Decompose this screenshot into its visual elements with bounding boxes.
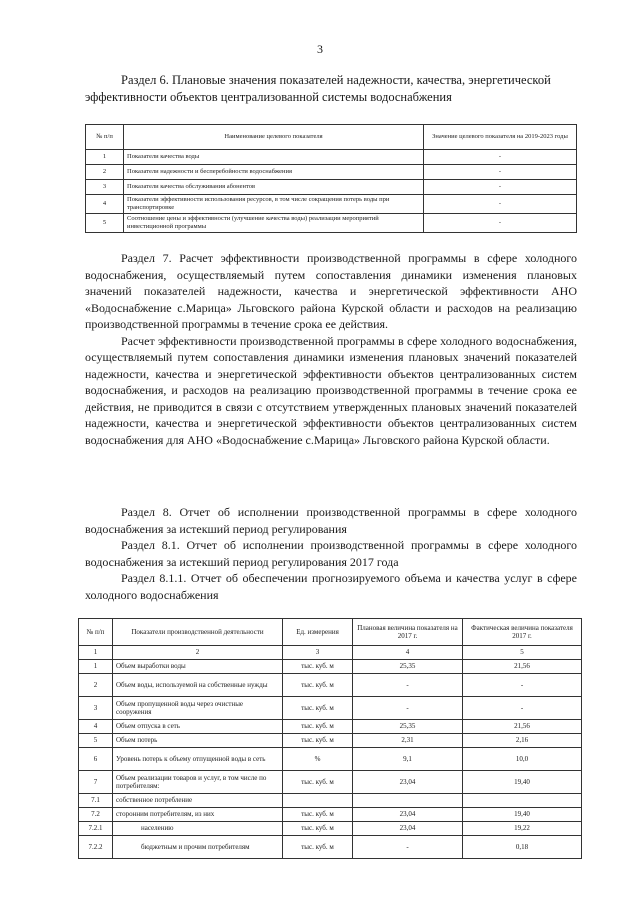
cell-name: Показатели качества обслуживания абонентов xyxy=(124,180,424,195)
cell-plan: 23,04 xyxy=(353,808,463,822)
cell-plan: 25,35 xyxy=(353,720,463,734)
table-row xyxy=(79,794,582,808)
cell-number: 5 xyxy=(86,214,124,233)
cell-unit: тыс. куб. м xyxy=(283,836,353,859)
col-header: № п/п xyxy=(79,619,113,646)
cell-fact: 19,40 xyxy=(463,771,582,794)
cell-name: Объем воды, используемой на собственные нужды xyxy=(113,674,283,697)
col-header: Показатели производственной деятельности xyxy=(113,619,283,646)
col-index: 1 xyxy=(79,646,113,660)
table-row xyxy=(79,748,582,771)
cell-fact: - xyxy=(463,674,582,697)
col-header: Фактическая величина показателя 2017 г. xyxy=(463,619,582,646)
cell-name: Объем потерь xyxy=(113,734,283,748)
cell-fact: 21,56 xyxy=(463,660,582,674)
cell-number: 4 xyxy=(79,720,113,734)
indicators-table xyxy=(85,124,577,233)
page-number: 3 xyxy=(317,42,323,56)
section8-1-heading: Раздел 8.1. Отчет об исполнении производственной программы в сфере холодного водоснабжения за истекший период регулирования 2017 года xyxy=(85,538,577,569)
cell-fact: 21,56 xyxy=(463,720,582,734)
cell-unit: тыс. куб. м xyxy=(283,660,353,674)
table-row xyxy=(79,674,582,697)
col-header: Плановая величина показателя на 2017 г. xyxy=(353,619,463,646)
table-header-row xyxy=(79,619,582,646)
cell-name: собственное потребление xyxy=(113,794,283,808)
cell-value: - xyxy=(424,180,577,195)
cell-plan: 9,1 xyxy=(353,748,463,771)
cell-name: Объем выработки воды xyxy=(113,660,283,674)
cell-plan: 23,04 xyxy=(353,822,463,836)
cell-number: 7 xyxy=(79,771,113,794)
cell-plan: 23,04 xyxy=(353,771,463,794)
col-index: 3 xyxy=(283,646,353,660)
cell-unit: тыс. куб. м xyxy=(283,822,353,836)
cell-number: 2 xyxy=(79,674,113,697)
cell-plan: - xyxy=(353,836,463,859)
table-row xyxy=(79,808,582,822)
table-row xyxy=(79,697,582,720)
col-header: Значение целевого показателя на 2019-2023 годы xyxy=(424,125,577,150)
table-row xyxy=(86,150,577,165)
cell-unit: тыс. куб. м xyxy=(283,697,353,720)
table-row xyxy=(79,771,582,794)
cell-number: 1 xyxy=(86,150,124,165)
cell-number: 4 xyxy=(86,195,124,214)
cell-number: 1 xyxy=(79,660,113,674)
cell-plan: 25,35 xyxy=(353,660,463,674)
col-index: 2 xyxy=(113,646,283,660)
table-row xyxy=(79,822,582,836)
table-row xyxy=(86,214,577,233)
cell-number: 7.2.2 xyxy=(79,836,113,859)
cell-plan xyxy=(353,794,463,808)
cell-fact: 2,16 xyxy=(463,734,582,748)
table-row xyxy=(79,734,582,748)
cell-value: - xyxy=(424,150,577,165)
cell-name: Показатели надежности и бесперебойности водоснабжения xyxy=(124,165,424,180)
cell-name: Соотношение цены и эффективности (улучшение качества воды) реализации мероприятий инвестиционной программы xyxy=(124,214,424,233)
cell-name: Показатели качества воды xyxy=(124,150,424,165)
cell-fact: - xyxy=(463,697,582,720)
cell-name: Показатели эффективности использования ресурсов, в том числе сокращения потерь воды при транспортировке xyxy=(124,195,424,214)
table-row xyxy=(79,836,582,859)
section8-1-1-heading: Раздел 8.1.1. Отчет об обеспечении прогнозируемого объема и качества услуг в сфере холодного водоснабжения xyxy=(85,571,577,602)
report-table-wrap xyxy=(78,618,582,859)
cell-fact: 19,40 xyxy=(463,808,582,822)
cell-plan: - xyxy=(353,674,463,697)
col-header: Ед. измерения xyxy=(283,619,353,646)
cell-unit xyxy=(283,794,353,808)
cell-name: сторонним потребителям, из них xyxy=(113,808,283,822)
cell-fact: 19,22 xyxy=(463,822,582,836)
cell-name: Объем отпуска в сеть xyxy=(113,720,283,734)
cell-number: 5 xyxy=(79,734,113,748)
table-index-row xyxy=(79,646,582,660)
col-header: № п/п xyxy=(86,125,124,150)
cell-name: Уровень потерь к объему отпущенной воды в сеть xyxy=(113,748,283,771)
cell-name: Объем пропущенной воды через очистные сооружения xyxy=(113,697,283,720)
col-header: Наименование целевого показателя xyxy=(124,125,424,150)
cell-value: - xyxy=(424,195,577,214)
section6 xyxy=(85,72,577,106)
cell-number: 7.2 xyxy=(79,808,113,822)
table-row xyxy=(86,195,577,214)
cell-fact: 10,0 xyxy=(463,748,582,771)
table-row xyxy=(86,165,577,180)
cell-name: бюджетным и прочим потребителям xyxy=(113,836,283,859)
cell-fact: 0,18 xyxy=(463,836,582,859)
section8 xyxy=(85,504,577,603)
cell-plan: 2,31 xyxy=(353,734,463,748)
cell-number: 3 xyxy=(79,697,113,720)
section7-paragraph: Расчет эффективности производственной программы в сфере холодного водоснабжения, осуществляемый путем сопоставления динамики изменения плановых значений показателей надежности, качества и энергетической эффективности объектов централизованных систем водоснабжения, и расходов на реализацию производственной программы в течение срока ее действия, не приводится в связи с отсутствием утвержденных плановых значений показателей надежности, качества и энергетической эффективности объектов централизованных систем водоснабжения для АНО «Водоснабжение с.Марица» Льговского района Курской области. xyxy=(85,333,577,447)
section8-heading: Раздел 8. Отчет об исполнении производственной программы в сфере холодного водоснабжения за истекший период регулирования xyxy=(85,505,577,536)
cell-number: 6 xyxy=(79,748,113,771)
col-index: 4 xyxy=(353,646,463,660)
cell-unit: тыс. куб. м xyxy=(283,771,353,794)
cell-name: Объем реализации товаров и услуг, в том числе по потребителям: xyxy=(113,771,283,794)
col-index: 5 xyxy=(463,646,582,660)
cell-unit: тыс. куб. м xyxy=(283,808,353,822)
indicators-table-wrap xyxy=(85,124,577,233)
cell-value: - xyxy=(424,214,577,233)
cell-number: 3 xyxy=(86,180,124,195)
table-row xyxy=(86,180,577,195)
cell-unit: % xyxy=(283,748,353,771)
section7-heading: Раздел 7. Расчет эффективности производственной программы в сфере холодного водоснабжения, осуществляемый путем сопоставления динамики изменения плановых значений показателей надежности, качества и энергетической эффективности АНО «Водоснабжение с.Марица» Льговского района Курской области и расходов на реализацию производственной программы в течение срока ее действия. xyxy=(85,251,577,331)
cell-plan: - xyxy=(353,697,463,720)
cell-unit: тыс. куб. м xyxy=(283,674,353,697)
cell-number: 7.2.1 xyxy=(79,822,113,836)
report-table xyxy=(78,618,582,859)
table-row xyxy=(79,660,582,674)
cell-number: 2 xyxy=(86,165,124,180)
cell-fact xyxy=(463,794,582,808)
table-header-row xyxy=(86,125,577,150)
section6-heading: Раздел 6. Плановые значения показателей надежности, качества, энергетической эффективности объектов централизованной системы водоснабжения xyxy=(85,73,551,104)
section7 xyxy=(85,250,577,448)
cell-name: населению xyxy=(113,822,283,836)
cell-unit: тыс. куб. м xyxy=(283,734,353,748)
cell-value: - xyxy=(424,165,577,180)
cell-number: 7.1 xyxy=(79,794,113,808)
table-row xyxy=(79,720,582,734)
cell-unit: тыс. куб. м xyxy=(283,720,353,734)
